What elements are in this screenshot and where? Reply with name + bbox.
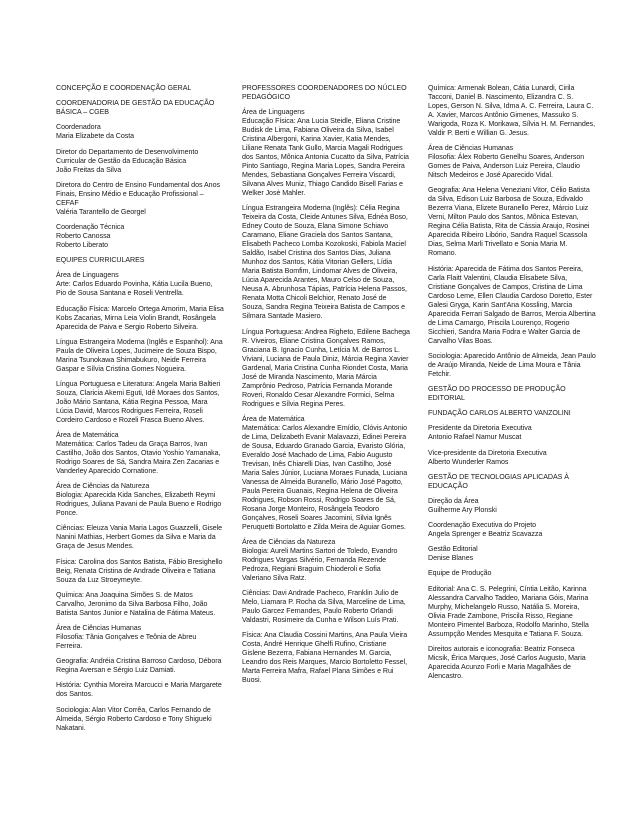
credit-block: Língua Estrangeira Moderna (Inglês): Célia Regina Teixeira da Costa, Cleide Antunes Silva, Ednéa Boso, Edney Couto de Souza, Elana Simone Schiavo Caramano, Eliane Graciela dos Santos Santana, Elisabeth Pacheco Lomba Kozokoski, Fabiola Maciel Saldão, Isabel Cristina dos Santos Dias, Juliana Munhoz dos Santos, Kátia Vitorian Gellers, Lídia Maria Batista Bomfim, Lindomar Alves de Oliveira, Lúcia Aparecida Arantes, Mauro Celso de Souza, Neusa A. Abrunhosa Tápias, Patrícia Helena Passos, Renata Motta Chicoli Belchior, Renato José de Souza, Sandra Regina Teixeira Batista de Campos e Silmara Santade Masiero. [242, 204, 408, 321]
credits-column-1 [56, 84, 224, 829]
credit-block: Área de Ciências da Natureza Biologia: Aureli Martins Sartori de Toledo, Evandro Rodrigues Vargas Silvério, Fernanda Rezende Pedroza, Regiani Braguim Chioderoli e Sofia Valeriano Silva Ratz. [242, 537, 398, 582]
credit-block: Física: Ana Claudia Cossini Martins, Ana Paula Vieira Costa, André Henrique Ghelfi Rufino, Cristiane Gislene Bezerra, Fabiana Hernandes M. Garcia, Leandro dos Reis Marques, Marcio Bortoletto Fessel, Marta Ferreira Mafra, Rafael Plana Simões e Rui Buosi. [242, 631, 408, 685]
credit-block: Coordenação Técnica Roberto Canossa Roberto Liberato [56, 222, 125, 249]
credit-block: Física: Carolina dos Santos Batista, Fábio Bresighello Beig, Renata Cristina de Andrade Oliveira e Tatiana Souza da Luz Stroeymeyte. [56, 557, 223, 584]
credit-block: História: Aparecida de Fátima dos Santos Pereira, Carla Flaitt Valentini, Claudia Elisabete Silva, Cristiane Gonçalves de Campos, Cristina de Lima Cardoso Leme, Ellen Claudia Cardoso Doretto, Ester Galesi Gryga, Karin Sant'Ana Kossling, Marcia Aparecida Ferrari Salgado de Barros, Mercia Albertina de Lima Camargo, Priscila Lourenço, Rogerio Sicchieri, Sandra Maria Fodra e Walter Garcia de Carvalho Vilas Boas. [428, 264, 596, 345]
credit-block: Geografia: Andréia Cristina Barroso Cardoso, Débora Regina Aversan e Sérgio Luiz Damiati. [56, 657, 222, 675]
credit-block: Direção da Área Guilherme Ary Plonski [428, 496, 497, 514]
credit-block: Editorial: Ana C. S. Pelegrini, Cíntia Leitão, Karinna Alessandra Carvalho Taddeo, Mariana Góis, Marina Murphy, Michelangelo Russo, Natália S. Moreira, Olivia Frade Zambone, Priscila Risso, Regiane Monteiro Pimentel Barboza, Rodolfo Marinho, Stella Assumpção Mendes Mesquita e Tatiana F. Souza. [428, 584, 589, 638]
credit-block: Gestão Editorial Denise Blanes [428, 545, 478, 563]
credit-block: CONCEPÇÃO E COORDENAÇÃO GERAL [56, 84, 192, 92]
credit-block: GESTÃO DO PROCESSO DE PRODUÇÃO EDITORIAL [428, 384, 566, 402]
credit-block: Ciências: Eleuza Vania Maria Lagos Guazzelli, Gisele Nanini Mathias, Herbert Gomes da Silva e Maria da Graça de Jesus Mendes. [56, 524, 223, 551]
credit-block: Sociologia: Alan Vitor Corrêa, Carlos Fernando de Almeida, Sérgio Roberto Cardoso e Tony Shigueki Nakatani. [56, 705, 212, 732]
credit-block: COORDENADORIA DE GESTÃO DA EDUCAÇÃO BÁSICA – CGEB [56, 99, 215, 117]
credit-block: Língua Portuguesa e Literatura: Angela Maria Baltieri Souza, Claricia Akemi Eguti, Idê Moraes dos Santos, João Mário Santana, Kátia Regina Pessoa, Mara Lúcia David, Marcos Rodrigues Ferreira, Roseli Cordeiro Cardoso e Rozeli Frasca Bueno Alves. [56, 379, 221, 424]
credit-block: Ciências: Davi Andrade Pacheco, Franklin Julio de Melo, Liamara P. Rocha da Silva, Marceline de Lima, Paulo Garcez Fernandes, Paulo Roberto Orlandi Valdastri, Rosimeire da Cunha e Wilson Luís Prati. [242, 589, 406, 625]
credit-block: FUNDAÇÃO CARLOS ALBERTO VANZOLINI [428, 409, 571, 418]
credit-block: PROFESSORES COORDENADORES DO NÚCLEO PEDAGÓGICO [242, 84, 407, 101]
credit-block: Coordenação Executiva do Projeto Angela Sprenger e Beatriz Scavazza [428, 521, 543, 539]
credit-block: Área de Matemática Matemática: Carlos Tadeu da Graça Barros, Ivan Castilho, João dos Santos, Otavio Yoshio Yamanaka, Rodrigo Soares de Sá, Sandra Maira Zen Zacarias e Vanderley Aparecido Cornatione. [56, 431, 221, 476]
credit-block: Direitos autorais e iconografia: Beatriz Fonseca Micsik, Érica Marques, José Carlos Augusto, Maria Aparecida Acunzo Forli e Maria Magalhães de Alencastro. [428, 644, 586, 680]
credit-block: Área de Ciências da Natureza Biologia: Aparecida Kida Sanches, Elizabeth Reymi Rodrigues, Juliana Pavani de Paula Bueno e Rodrigo Ponce. [56, 482, 222, 518]
credit-block: Presidente da Diretoria Executiva Antonio Rafael Namur Muscat [428, 424, 532, 442]
credit-block: GESTÃO DE TECNOLOGIAS APLICADAS À EDUCAÇÃO [428, 472, 569, 490]
credit-block: Equipe de Produção [428, 569, 492, 578]
credit-block: Área de Linguagens Arte: Carlos Eduardo Povinha, Kátia Lucila Bueno, Pio de Sousa Santana e Roseli Ventrella. [56, 271, 213, 298]
credit-block: História: Cynthia Moreira Marcucci e Maria Margarete dos Santos. [56, 681, 222, 699]
credit-block: Língua Estrangeira Moderna (Inglês e Espanhol): Ana Paula de Oliveira Lopes, Jucimeire de Souza Bispo, Marina Tsunokawa Shimabukuro, Neide Ferreira Gaspar e Sílvia Cristina Gomes Nogueira. [56, 337, 223, 373]
credit-block: Área de Matemática Matemática: Carlos Alexandre Emídio, Clóvis Antonio de Lima, Delizabeth Evanir Malavazzi, Edinei Pereira de Sousa, Eduardo Granado Garcia, Evaristo Glória, Everaldo José Machado de Lima, Fabio Augusto Trevisan, Inês Chiarelli Dias, Ivan Castilho, José Maria Sales Júnior, Luciana Moraes Funada, Luciana Vanessa de Almeida Buranello, Mário José Pagotto, Paula Pereira Guanais, Regina Helena de Oliveira Rodrigues, Robson Rossi, Rodrigo Soares de Sá, Rosana Jorge Monteiro, Rosângela Teodoro Gonçalves, Roseli Soares Jacomini, Silvia Ignês Peruquetti Bortolatto e Zilda Meira de Aguiar Gomes. [242, 414, 408, 531]
credit-block: Educação Física: Marcelo Ortega Amorim, Maria Elisa Kobs Zacarias, Mirna Leia Violin Brandt, Rosângela Aparecida de Paiva e Sergio Roberto Silveira. [56, 304, 224, 331]
credit-block: Área de Ciências Humanas Filosofia: Tânia Gonçalves e Teônia de Abreu Ferreira. [56, 624, 197, 650]
credit-block: Geografia: Ana Helena Veneziani Vitor, Célio Batista da Silva, Edison Luiz Barbosa de Souza, Edivaldo Bezerra Viana, Elizete Buranello Perez, Márcio Luiz Verni, Milton Paulo dos Santos, Mônica Estevan, Regina Célia Batista, Rita de Cássia Araujo, Rosinei Aparecida Ribeiro Libório, Sandra Raquel Scassola Dias, Selma Marli Trivellato e Sonia Maria M. Romano. [428, 186, 590, 258]
credit-block: Diretora do Centro de Ensino Fundamental dos Anos Finais, Ensino Médio e Educação Profissional – CEFAF Valéria Tarantello de Georgel [56, 180, 220, 216]
credit-block: Química: Armenak Bolean, Cátia Lunardi, Cirila Tacconi, Daniel B. Nascimento, Elizandra C. S. Lopes, Gerson N. Silva, Idma A. C. Ferreira, Laura C. A. Xavier, Marcos Antônio Gimenes, Massuko S. Warigoda, Roza K. Morikawa, Sílvia H. M. Fernandes, Valdir P. Berti e Willian G. Jesus. [428, 84, 596, 137]
credits-column-3 [428, 84, 596, 829]
credit-block: Sociologia: Aparecido Antônio de Almeida, Jean Paulo de Araújo Miranda, Neide de Lima Moura e Tânia Fetchir. [428, 351, 596, 378]
credit-block: Área de Ciências Humanas Filosofia: Álex Roberto Genelhu Soares, Anderson Gomes de Paiva, Anderson Luiz Pereira, Claudio Nitsch Medeiros e José Aparecido Vidal. [428, 144, 585, 180]
credit-block: EQUIPES CURRICULARES [56, 256, 145, 265]
credit-block: Química: Ana Joaquina Simões S. de Matos Carvalho, Jeronimo da Silva Barbosa Filho, João Batista Santos Junior e Natalina de Fátima Mateus. [56, 590, 216, 617]
credit-block: Vice-presidente da Diretoria Executiva Alberto Wunderler Ramos [428, 448, 547, 466]
credits-column-2 [242, 84, 410, 829]
credit-block: Coordenadora Maria Elizabete da Costa [56, 123, 135, 141]
credit-block: Área de Linguagens Educação Física: Ana Lucia Steidle, Eliana Cristine Budisk de Lima, Fabiana Oliveira da Silva, Isabel Cristina Albergoni, Karina Xavier, Katia Mendes, Liliane Renata Tank Gullo, Marcia Magali Rodrigues dos Santos, Mônica Antonia Cucatto da Silva, Patrícia Pinto Santiago, Regina Maria Lopes, Sandra Pereira Mendes, Sebastiana Gonçalves Ferreira Viscardi, Silvana Alves Muniz, Thiago Candido Bisell Farias e Welker Josè Mahler. [242, 108, 409, 198]
credit-block: Língua Portuguesa: Andrea Righeto, Edilene Bachega R. Viveiros, Eliane Cristina Gonçalves Ramos, Graciana B. Ignacio Cunha, Letícia M. de Barros L. Viviani, Luciana de Paula Diniz, Márcia Regina Xavier Gardenal, Maria Cristina Cunha Riondet Costa, Maria José de Miranda Nascimento, Maria Márcia Zamprônio Pedroso, Patrícia Fernanda Morande Roveri, Ronaldo Cesar Alexandre Formici, Selma Rodrigues e Sílvia Regina Peres. [242, 327, 410, 408]
credit-block: Diretor do Departamento de Desenvolvimento Curricular de Gestão da Educação Básica João Freitas da Silva [56, 147, 199, 174]
